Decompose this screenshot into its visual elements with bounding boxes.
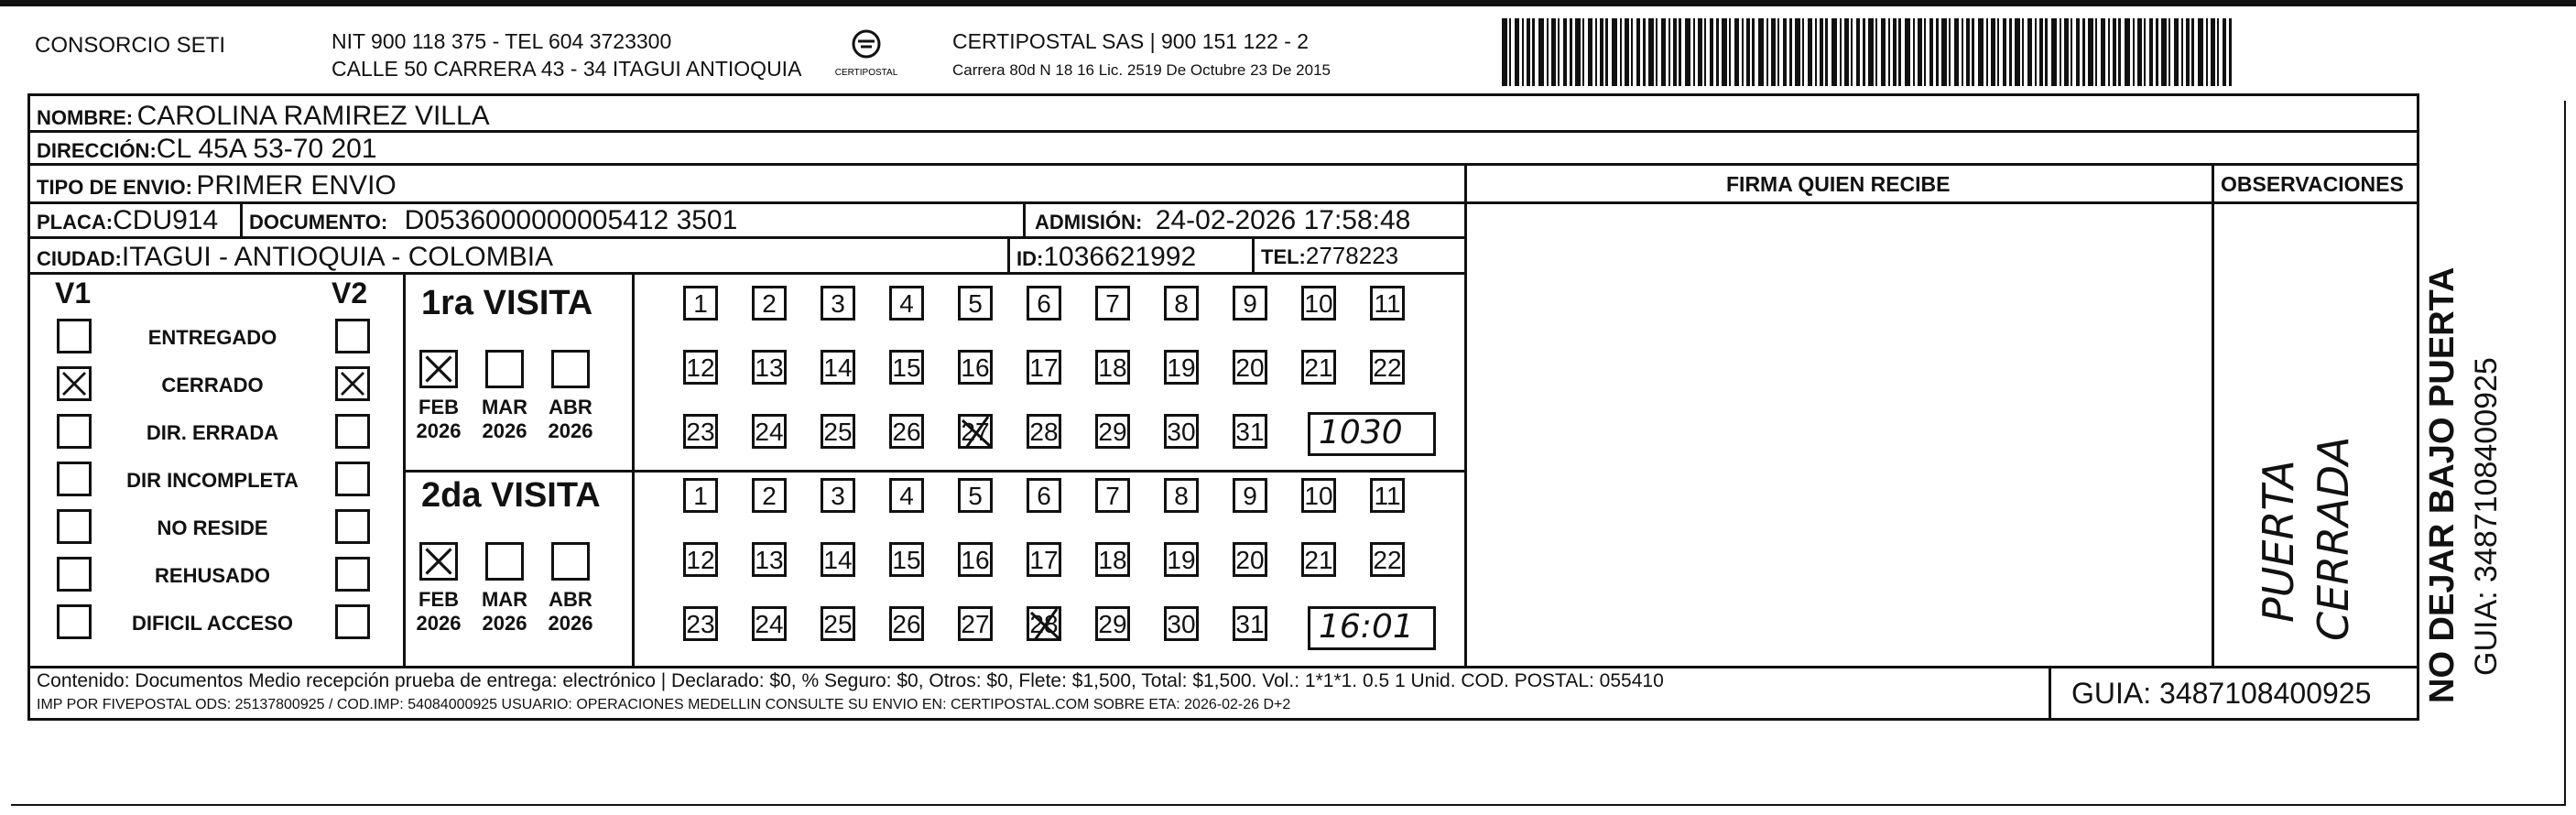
month-year: 2026 — [548, 419, 593, 442]
second-visit-day-5[interactable] — [958, 478, 993, 513]
rule — [27, 272, 1467, 275]
day-number: 4 — [899, 482, 914, 510]
address-line: CALLE 50 CARRERA 43 - 34 ITAGUI ANTIOQUIA — [332, 57, 802, 81]
second-visit-day-3[interactable] — [821, 478, 855, 513]
rule — [403, 272, 406, 666]
rule — [1007, 236, 1010, 272]
month-name: MAR — [481, 396, 528, 418]
rule — [240, 201, 243, 236]
day-number: 29 — [1098, 610, 1127, 638]
v1-checkbox-3[interactable] — [57, 414, 92, 449]
status-label-6: REHUSADO — [155, 564, 270, 587]
day-number: 26 — [892, 610, 921, 638]
document-number: D0536000000005412 3501 — [404, 205, 738, 235]
side-guia: GUIA: 3487108400925 — [2469, 357, 2504, 676]
first-visit-day-6[interactable] — [1027, 286, 1061, 321]
first-visit-title: 1ra VISITA — [421, 284, 593, 322]
day-number: 27 — [961, 418, 990, 446]
v2-checkbox-1[interactable] — [335, 319, 370, 353]
observation-word-2: CERRADA — [2309, 436, 2358, 641]
first-visit-day-28[interactable] — [1027, 414, 1061, 449]
v1-checkbox-1[interactable] — [57, 319, 92, 353]
rule — [1023, 201, 1026, 236]
second-visit-day-2[interactable] — [752, 478, 787, 513]
day-number: 20 — [1235, 353, 1265, 382]
day-number: 19 — [1167, 353, 1196, 382]
second-visit-day-4[interactable] — [889, 478, 924, 513]
recipient-address: CL 45A 53-70 201 — [156, 134, 377, 164]
day-number: 15 — [892, 546, 921, 574]
day-number: 18 — [1098, 353, 1127, 382]
status-label-7: DIFICIL ACCESO — [131, 612, 293, 635]
first-visit-month-checkbox-feb[interactable] — [419, 350, 458, 388]
first-visit-day-9[interactable] — [1233, 286, 1267, 321]
first-visit-day-18[interactable] — [1095, 350, 1130, 385]
first-visit-time: 1030 — [1319, 414, 1403, 451]
recipient-id: 1036621992 — [1043, 242, 1197, 272]
plate: CDU914 — [113, 205, 219, 235]
company-name: CONSORCIO SETI — [35, 33, 226, 58]
month-year: 2026 — [416, 419, 462, 442]
first-visit-day-12[interactable] — [683, 350, 718, 385]
v1-checkbox-6[interactable] — [57, 557, 92, 592]
day-number: 10 — [1304, 289, 1333, 318]
v1-checkbox-2[interactable] — [57, 366, 92, 401]
shipment-type: PRIMER ENVIO — [196, 170, 397, 201]
day-number: 21 — [1304, 546, 1333, 574]
day-number: 21 — [1304, 353, 1333, 382]
v1-checkbox-7[interactable] — [57, 604, 92, 639]
certipostal-license: Carrera 80d N 18 16 Lic. 2519 De Octubre 23 De 2015 — [952, 61, 1331, 79]
first-visit-day-17[interactable] — [1027, 350, 1061, 385]
first-visit-day-3[interactable] — [821, 286, 855, 321]
day-number: 31 — [1235, 610, 1265, 638]
month-year: 2026 — [482, 612, 527, 635]
first-visit-month-label — [480, 396, 529, 443]
day-number: 1 — [693, 482, 708, 510]
first-visit-day-27[interactable] — [958, 414, 993, 449]
tel-label: TEL: — [1261, 245, 1306, 268]
second-visit-day-10[interactable] — [1301, 478, 1336, 513]
day-number: 5 — [968, 289, 983, 318]
day-number: 25 — [823, 610, 853, 638]
day-number: 22 — [1373, 546, 1402, 574]
first-visit-day-26[interactable] — [889, 414, 924, 449]
firma-header: FIRMA QUIEN RECIBE — [1726, 172, 1951, 196]
first-visit-day-16[interactable] — [958, 350, 993, 385]
day-number: 6 — [1037, 482, 1051, 510]
documento-label: DOCUMENTO: — [249, 211, 388, 234]
second-visit-day-30[interactable] — [1164, 606, 1199, 641]
v1-checkbox-5[interactable] — [57, 509, 92, 544]
day-number: 12 — [686, 353, 715, 382]
month-name: MAR — [481, 588, 528, 611]
no-dejar-warning: NO DEJAR BAJO PUERTA — [2423, 266, 2462, 703]
day-number: 17 — [1029, 546, 1059, 574]
top-edge — [0, 0, 2576, 6]
first-visit-day-4[interactable] — [889, 286, 924, 321]
rule — [1252, 236, 1255, 272]
second-visit-day-20[interactable] — [1233, 542, 1267, 577]
v2-checkbox-5[interactable] — [335, 509, 370, 544]
observaciones-header: OBSERVACIONES — [2221, 172, 2404, 196]
rule — [403, 470, 1467, 473]
first-visit-month-checkbox-mar[interactable] — [485, 350, 524, 388]
second-visit-day-18[interactable] — [1095, 542, 1130, 577]
second-visit-day-11[interactable] — [1370, 478, 1405, 513]
second-visit-month-label — [480, 588, 529, 636]
first-visit-month-label — [414, 396, 463, 443]
day-number: 1 — [693, 289, 708, 318]
month-name: ABR — [549, 396, 592, 418]
day-number: 6 — [1037, 289, 1051, 318]
placa-label: PLACA: — [37, 211, 114, 234]
day-number: 30 — [1167, 610, 1196, 638]
day-number: 7 — [1105, 482, 1120, 510]
day-number: 23 — [686, 610, 715, 638]
footer-guia: GUIA: 3487108400925 — [2071, 677, 2372, 710]
day-number: 11 — [1374, 482, 1401, 510]
day-number: 3 — [831, 289, 845, 318]
tipo-label: TIPO DE ENVIO: — [37, 176, 192, 199]
day-number: 16 — [961, 353, 990, 382]
rule — [27, 666, 2419, 668]
right-edge — [2564, 101, 2566, 806]
day-number: 3 — [831, 482, 845, 510]
second-visit-day-12[interactable] — [683, 542, 718, 577]
second-visit-month-label — [414, 588, 463, 636]
month-name: FEB — [418, 396, 459, 418]
second-visit-day-26[interactable] — [889, 606, 924, 641]
first-visit-day-23[interactable] — [683, 414, 718, 449]
day-number: 12 — [686, 546, 715, 574]
status-label-2: CERRADO — [161, 374, 264, 397]
day-number: 13 — [755, 546, 784, 574]
certipostal-logo — [833, 26, 899, 86]
second-visit-day-14[interactable] — [821, 542, 855, 577]
second-visit-day-1[interactable] — [683, 478, 718, 513]
day-number: 31 — [1235, 418, 1265, 446]
v2-checkbox-6[interactable] — [335, 557, 370, 592]
second-visit-month-checkbox-abr[interactable] — [551, 542, 590, 581]
second-visit-day-15[interactable] — [889, 542, 924, 577]
certipostal-line: CERTIPOSTAL SAS | 900 151 122 - 2 — [952, 29, 1310, 53]
day-number: 14 — [823, 353, 853, 382]
second-visit-month-checkbox-feb[interactable] — [419, 542, 458, 581]
month-name: FEB — [418, 588, 459, 611]
day-number: 25 — [823, 418, 853, 446]
day-number: 2 — [762, 289, 777, 318]
footer-print-line: IMP POR FIVEPOSTAL ODS: 25137800925 / COD.IMP: 54084000925 USUARIO: OPERACIONES MEDELLIN CONSULTE SU ENVIO EN: CERTIPOSTAL.COM SOBRE ETA: 2026-02-26 D+2 — [37, 697, 1291, 712]
first-visit-day-20[interactable] — [1233, 350, 1267, 385]
month-year: 2026 — [416, 612, 462, 635]
first-visit-day-21[interactable] — [1301, 350, 1336, 385]
rule — [27, 201, 2419, 204]
second-visit-day-29[interactable] — [1095, 606, 1130, 641]
nit-line: NIT 900 118 375 - TEL 604 3723300 — [332, 29, 672, 53]
first-visit-day-8[interactable] — [1164, 286, 1199, 321]
month-year: 2026 — [482, 419, 527, 442]
first-visit-day-11[interactable] — [1370, 286, 1405, 321]
second-visit-day-25[interactable] — [821, 606, 855, 641]
admission-date: 24-02-2026 17:58:48 — [1155, 205, 1411, 235]
day-number: 30 — [1167, 418, 1196, 446]
second-visit-day-7[interactable] — [1095, 478, 1130, 513]
day-number: 23 — [686, 418, 715, 446]
first-visit-day-25[interactable] — [821, 414, 855, 449]
month-year: 2026 — [548, 612, 593, 635]
first-visit-day-2[interactable] — [752, 286, 787, 321]
first-visit-day-19[interactable] — [1164, 350, 1199, 385]
status-label-5: NO RESIDE — [157, 516, 268, 539]
day-number: 11 — [1374, 289, 1401, 318]
second-visit-day-13[interactable] — [752, 542, 787, 577]
rule — [632, 272, 635, 666]
day-number: 16 — [961, 546, 990, 574]
first-visit-day-10[interactable] — [1301, 286, 1336, 321]
day-number: 19 — [1167, 546, 1196, 574]
second-visit-day-23[interactable] — [683, 606, 718, 641]
nombre-label: NOMBRE: — [37, 106, 134, 129]
first-visit-day-24[interactable] — [752, 414, 787, 449]
city: ITAGUI - ANTIOQUIA - COLOMBIA — [121, 242, 554, 272]
footer-content-line: Contenido: Documentos Medio recepción prueba de entrega: electrónico | Declarado: $0, % Seguro: $0, Otros: $0, Flete: $1,500, Total: $1,500. Vol.: 1*1*1. 0.5 1 Unid. COD. POSTAL: 055410 — [37, 670, 1664, 691]
v2-checkbox-4[interactable] — [335, 462, 370, 496]
first-visit-day-31[interactable] — [1233, 414, 1267, 449]
rule — [2049, 666, 2051, 719]
day-number: 24 — [755, 418, 784, 446]
first-visit-day-29[interactable] — [1095, 414, 1130, 449]
month-name: ABR — [549, 588, 592, 611]
second-visit-month-label — [546, 588, 595, 636]
rule — [2212, 163, 2214, 666]
day-number: 17 — [1029, 353, 1059, 382]
second-visit-day-28[interactable] — [1027, 606, 1061, 641]
second-visit-day-8[interactable] — [1164, 478, 1199, 513]
rule — [27, 163, 2419, 166]
day-number: 20 — [1235, 546, 1265, 574]
first-visit-day-22[interactable] — [1370, 350, 1405, 385]
second-visit-day-6[interactable] — [1027, 478, 1061, 513]
v2-checkbox-7[interactable] — [335, 604, 370, 639]
second-visit-day-9[interactable] — [1233, 478, 1267, 513]
day-mark-icon — [1026, 605, 1064, 644]
day-number: 8 — [1174, 482, 1189, 510]
first-visit-day-7[interactable] — [1095, 286, 1130, 321]
first-visit-day-13[interactable] — [752, 350, 787, 385]
second-visit-time: 16:01 — [1319, 608, 1414, 646]
v1-label: V1 — [55, 277, 92, 310]
ciudad-label: CIUDAD: — [37, 247, 122, 270]
v2-label: V2 — [332, 277, 368, 310]
second-visit-day-21[interactable] — [1301, 542, 1336, 577]
bottom-edge — [11, 804, 2566, 806]
first-visit-day-30[interactable] — [1164, 414, 1199, 449]
first-visit-day-5[interactable] — [958, 286, 993, 321]
day-number: 5 — [968, 482, 983, 510]
first-visit-day-15[interactable] — [889, 350, 924, 385]
first-visit-month-checkbox-abr[interactable] — [551, 350, 590, 388]
first-visit-day-1[interactable] — [683, 286, 718, 321]
day-number: 9 — [1243, 482, 1257, 510]
v2-checkbox-3[interactable] — [335, 414, 370, 449]
day-number: 29 — [1098, 418, 1127, 446]
day-number: 26 — [892, 418, 921, 446]
recipient-name: CAROLINA RAMIREZ VILLA — [136, 101, 490, 131]
day-number: 10 — [1304, 482, 1333, 510]
second-visit-title: 2da VISITA — [421, 476, 601, 515]
status-label-1: ENTREGADO — [147, 326, 277, 349]
day-number: 2 — [762, 482, 777, 510]
second-visit-day-27[interactable] — [958, 606, 993, 641]
admision-label: ADMISIÓN: — [1035, 211, 1143, 234]
v1-checkbox-4[interactable] — [57, 462, 92, 496]
logo-text: CERTIPOSTAL — [834, 68, 898, 78]
day-number: 27 — [961, 610, 990, 638]
second-visit-day-19[interactable] — [1164, 542, 1199, 577]
direccion-label: DIRECCIÓN: — [37, 139, 157, 162]
day-number: 15 — [892, 353, 921, 382]
day-mark-icon — [957, 413, 995, 451]
day-number: 24 — [755, 610, 784, 638]
first-visit-month-label — [546, 396, 595, 443]
observation-word-1: PUERTA — [2254, 460, 2303, 623]
day-number: 9 — [1243, 289, 1257, 318]
day-number: 4 — [899, 289, 914, 318]
day-number: 22 — [1373, 353, 1402, 382]
second-visit-day-16[interactable] — [958, 542, 993, 577]
day-number: 14 — [823, 546, 853, 574]
day-number: 28 — [1029, 610, 1059, 638]
day-number: 13 — [755, 353, 784, 382]
second-visit-day-31[interactable] — [1233, 606, 1267, 641]
day-number: 8 — [1174, 289, 1189, 318]
day-number: 18 — [1098, 546, 1127, 574]
day-number: 28 — [1029, 418, 1059, 446]
barcode — [1502, 18, 2244, 86]
first-visit-day-14[interactable] — [821, 350, 855, 385]
status-label-3: DIR. ERRADA — [146, 421, 279, 444]
second-visit-month-checkbox-mar[interactable] — [485, 542, 524, 581]
v2-checkbox-2[interactable] — [335, 366, 370, 401]
recipient-tel: 2778223 — [1305, 242, 1399, 269]
day-number: 7 — [1105, 289, 1120, 318]
id-label: ID: — [1016, 247, 1044, 270]
rule — [1464, 163, 1467, 666]
second-visit-day-17[interactable] — [1027, 542, 1061, 577]
second-visit-day-22[interactable] — [1370, 542, 1405, 577]
second-visit-day-24[interactable] — [752, 606, 787, 641]
status-label-4: DIR INCOMPLETA — [126, 469, 299, 492]
